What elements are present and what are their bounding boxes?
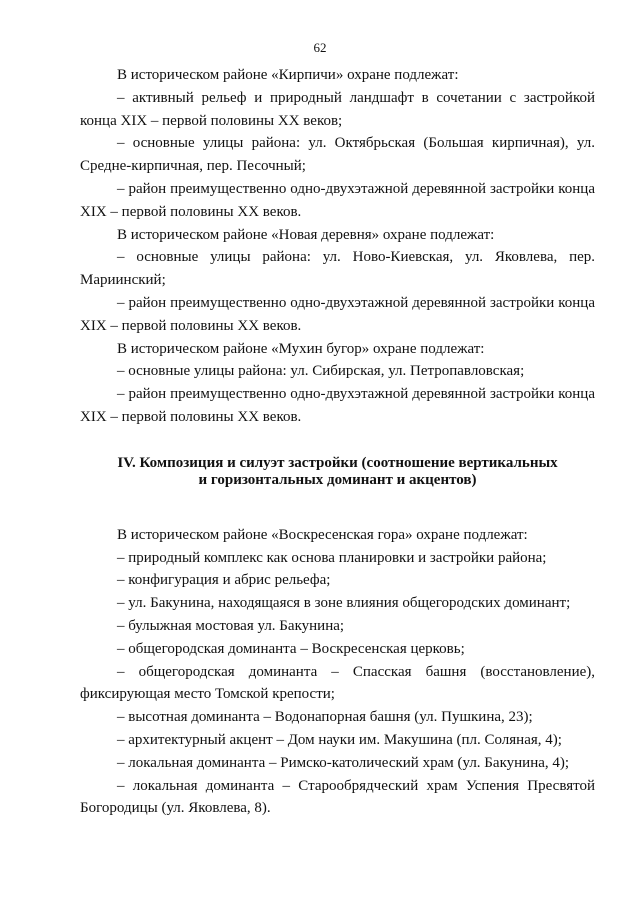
paragraph-novaya-derevnya-intro: В историческом районе «Новая деревня» охране подлежат: xyxy=(117,226,495,243)
paragraph-makushin-house: – архитектурный акцент – Дом науки им. Макушина (пл. Соляная, 4); xyxy=(117,731,562,748)
section-heading-line-2: и горизонтальных доминант и акцентов) xyxy=(198,471,477,488)
paragraph-relief-configuration: – конфигурация и абрис рельефа; xyxy=(117,572,331,589)
paragraph-mukhin-bugor-buildings: – район преимущественно одно-двухэтажной деревянной застройки конца XIX – первой половины XX веков. xyxy=(80,386,595,425)
paragraph-novaya-derevnya-buildings: – район преимущественно одно-двухэтажной деревянной застройки конца XIX – первой половины XX веков. xyxy=(80,294,595,334)
paragraph-cobblestone-pavement: – булыжная мостовая ул. Бакунина; xyxy=(117,617,345,634)
paragraph-kirpichi-intro: В историческом районе «Кирпичи» охране подлежат: xyxy=(117,67,459,83)
paragraph-old-believers-church: – локальная доминанта – Старообрядческий храм Успения Пресвятой Богородицы (ул. Яковлева, 8). xyxy=(80,777,595,817)
document-body xyxy=(80,64,595,820)
paragraph-novaya-derevnya-streets: – основные улицы района: ул. Ново-Киевская, ул. Яковлева, пер. Мариинский; xyxy=(80,249,595,289)
paragraph-kirpichi-streets: – основные улицы района: ул. Октябрьская (Большая кирпичная), ул. Средне-кирпичная, пер. Песочный; xyxy=(80,135,595,175)
paragraph-voskresenskaya-intro: В историческом районе «Воскресенская гора» охране подлежат: xyxy=(117,526,528,543)
paragraph-water-tower: – высотная доминанта – Водонапорная башня (ул. Пушкина, 23); xyxy=(117,709,533,726)
paragraph-mukhin-bugor-intro: В историческом районе «Мухин бугор» охране подлежат: xyxy=(117,340,485,357)
section-heading xyxy=(80,455,595,489)
paragraph-kirpichi-buildings: – район преимущественно одно-двухэтажной деревянной застройки конца XIX – первой половины XX веков. xyxy=(80,180,595,220)
paragraph-voskresenskaya-church: – общегородская доминанта – Воскресенская церковь; xyxy=(117,640,465,657)
section-heading-line-1: IV. Композиция и силуэт застройки (соотношение вертикальных xyxy=(117,454,558,471)
paragraph-kirpichi-relief: – активный рельеф и природный ландшафт в сочетании с застройкой конца XIX – первой половины XX веков; xyxy=(80,89,595,129)
paragraph-natural-complex: – природный комплекс как основа планировки и застройки района; xyxy=(117,549,547,566)
paragraph-mukhin-bugor-streets: – основные улицы района: ул. Сибирская, ул. Петропавловская; xyxy=(117,363,525,380)
paragraph-spasskaya-tower: – общегородская доминанта – Спасская башня (восстановление), фиксирующая место Томской крепости; xyxy=(80,663,595,703)
paragraph-catholic-church: – локальная доминанта – Римско-католический храм (ул. Бакунина, 4); xyxy=(117,754,570,771)
page-number: 62 xyxy=(313,40,327,55)
paragraph-bakunina-street: – ул. Бакунина, находящаяся в зоне влияния общегородских доминант; xyxy=(117,595,571,612)
